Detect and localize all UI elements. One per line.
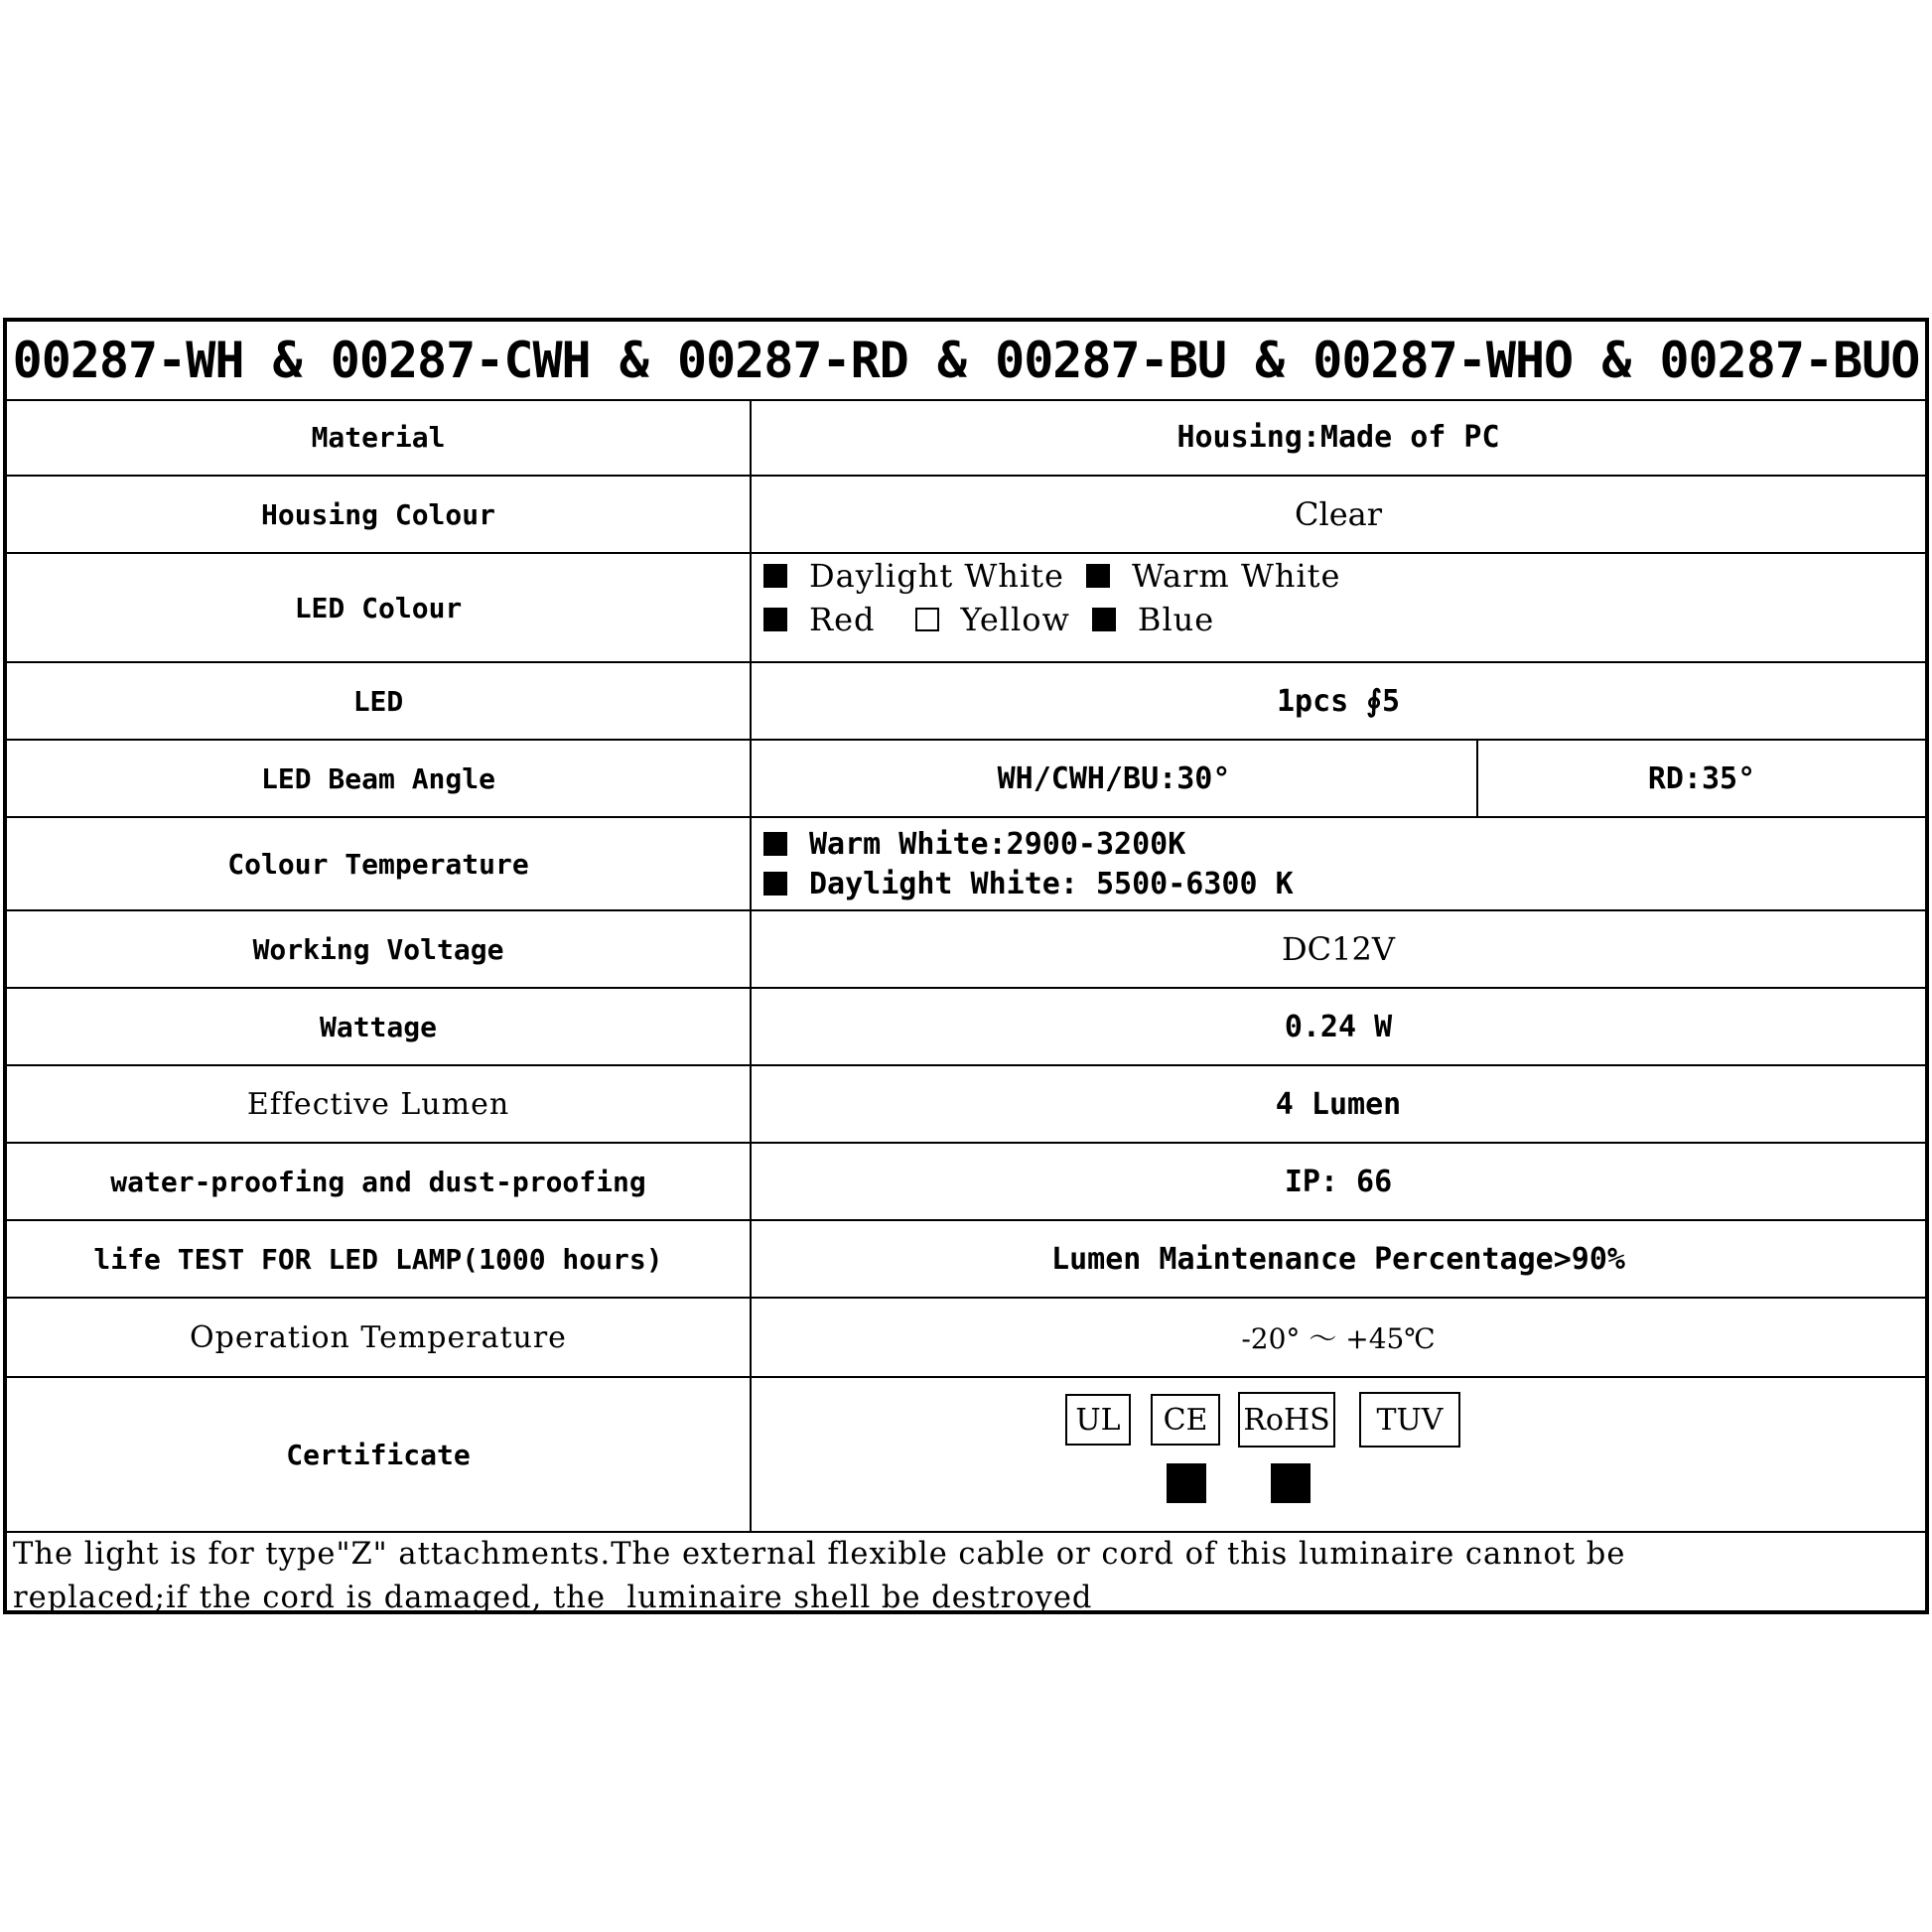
- checkbox-red: [763, 608, 787, 631]
- colour-temperature-values: [752, 818, 1925, 909]
- row-value: Clear: [1294, 495, 1383, 533]
- row-label: Operation Temperature: [7, 1299, 752, 1376]
- row-value: DC12V: [1282, 930, 1395, 968]
- row-effective-lumen: [7, 1066, 1925, 1144]
- row-value: 4 Lumen: [1275, 1086, 1402, 1122]
- row-material: [7, 399, 1925, 477]
- row-working-voltage: [7, 911, 1925, 989]
- cert-ce-badge: CE: [1151, 1394, 1220, 1446]
- row-ip-rating: [7, 1144, 1925, 1221]
- led-colour-options: [752, 554, 1925, 661]
- colour-temperature-line: Daylight White: 5500-6300 K: [809, 866, 1294, 901]
- row-value: -20° ～ +45℃: [1241, 1322, 1436, 1355]
- spec-sheet: [3, 318, 1929, 1614]
- option-label: Warm White: [1131, 557, 1341, 595]
- row-colour-temperature: [7, 818, 1925, 911]
- row-wattage: [7, 989, 1925, 1066]
- row-label: Certificate: [7, 1378, 752, 1531]
- page-title: 00287-WH & 00287-CWH & 00287-RD & 00287-BU & 00287-WHO & 00287-BUO: [7, 322, 1925, 401]
- cert-ce-check-mark: [1167, 1463, 1206, 1503]
- colour-temperature-line: Warm White:2900-3200K: [809, 826, 1186, 862]
- row-value: Lumen Maintenance Percentage>90%: [1051, 1241, 1625, 1277]
- row-label: LED Beam Angle: [7, 741, 752, 816]
- row-label: Housing Colour: [7, 477, 752, 552]
- row-value: Housing:Made of PC: [1176, 419, 1500, 455]
- row-label: Material: [7, 399, 752, 475]
- beam-angle-red: RD:35°: [1647, 760, 1756, 796]
- row-label: Colour Temperature: [7, 818, 752, 909]
- cert-tuv-badge: TUV: [1359, 1392, 1460, 1448]
- cert-ul-badge: UL: [1065, 1394, 1131, 1446]
- row-operation-temperature: [7, 1299, 1925, 1378]
- row-label: LED Colour: [7, 554, 752, 661]
- option-label: Yellow: [960, 601, 1070, 638]
- row-led-colour: [7, 554, 1925, 663]
- checkbox-warm-white: [763, 832, 787, 856]
- footer-note: [7, 1531, 1925, 1615]
- row-label: LED: [7, 663, 752, 739]
- row-label: Wattage: [7, 989, 752, 1064]
- checkbox-daylight-white: [763, 564, 787, 588]
- row-life-test: [7, 1221, 1925, 1299]
- option-label: Red: [809, 601, 876, 638]
- cert-rohs-badge: RoHS: [1238, 1392, 1335, 1448]
- row-label: life TEST FOR LED LAMP(1000 hours): [7, 1221, 752, 1297]
- checkbox-warm-white: [1086, 564, 1110, 588]
- row-housing-colour: [7, 477, 1925, 554]
- option-label: Daylight White: [809, 557, 1064, 595]
- row-beam-angle: [7, 741, 1925, 818]
- row-label: water-proofing and dust-proofing: [7, 1144, 752, 1219]
- footer-line: replaced;if the cord is damaged, the luminaire shell be destroyed: [13, 1581, 1093, 1615]
- checkbox-blue: [1092, 608, 1116, 631]
- row-led: [7, 663, 1925, 741]
- checkbox-yellow: [915, 608, 939, 631]
- row-label: Working Voltage: [7, 911, 752, 987]
- row-certificate: [7, 1378, 1925, 1531]
- row-label: Effective Lumen: [7, 1066, 752, 1142]
- beam-angle-white-blue: WH/CWH/BU:30°: [752, 741, 1478, 816]
- option-label: Blue: [1137, 601, 1215, 638]
- cert-rohs-check-mark: [1271, 1463, 1311, 1503]
- certificate-options: [752, 1378, 1925, 1531]
- footer-line: The light is for type"Z" attachments.The external flexible cable or cord of this luminaire cannot be: [13, 1537, 1626, 1572]
- checkbox-daylight-white: [763, 872, 787, 896]
- row-value: 0.24 W: [1284, 1009, 1393, 1044]
- row-value: 1pcs ∮5: [1277, 683, 1400, 719]
- row-value: IP: 66: [1284, 1164, 1393, 1199]
